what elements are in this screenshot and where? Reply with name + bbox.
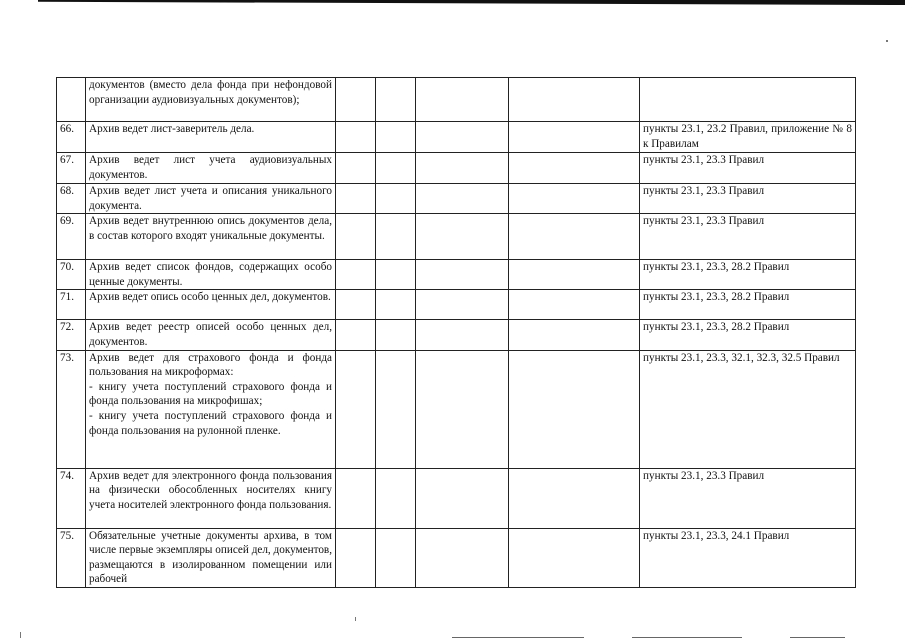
answer-cell — [416, 122, 509, 153]
row-number: 75. — [57, 528, 86, 587]
answer-cell — [509, 290, 640, 320]
answer-cell — [376, 214, 416, 260]
answer-cell — [336, 528, 376, 587]
scan-speck — [355, 617, 356, 621]
answer-cell — [509, 184, 640, 214]
requirement-text: Архив ведет опись особо ценных дел, документов. — [86, 290, 336, 320]
table-row — [57, 153, 856, 184]
table-row — [57, 260, 856, 290]
answer-cell — [509, 468, 640, 528]
answer-cell — [416, 153, 509, 184]
answer-cell — [376, 320, 416, 350]
requirement-text: Архив ведет лист-заверитель дела. — [86, 122, 336, 153]
table-row — [57, 350, 856, 468]
reference-text — [640, 78, 856, 122]
answer-cell — [336, 214, 376, 260]
answer-cell — [376, 528, 416, 587]
answer-cell — [336, 350, 376, 468]
answer-cell — [376, 78, 416, 122]
answer-cell — [509, 214, 640, 260]
answer-cell — [416, 290, 509, 320]
answer-cell — [509, 528, 640, 587]
row-number: 69. — [57, 214, 86, 260]
reference-text: пункты 23.1, 23.3, 32.1, 32.3, 32.5 Правил — [640, 350, 856, 468]
requirement-text: Архив ведет лист учета аудиовизуальных документов. — [86, 153, 336, 184]
row-number: 67. — [57, 153, 86, 184]
answer-cell — [376, 350, 416, 468]
answer-cell — [336, 290, 376, 320]
answer-cell — [376, 468, 416, 528]
table-row — [57, 122, 856, 153]
row-number: 72. — [57, 320, 86, 350]
row-number: 73. — [57, 350, 86, 468]
answer-cell — [336, 184, 376, 214]
answer-cell — [376, 153, 416, 184]
requirement-text: Архив ведет список фондов, содержащих особо ценные документы. — [86, 260, 336, 290]
scan-bottom-mark — [790, 637, 845, 638]
answer-cell — [509, 153, 640, 184]
scan-bottom-mark — [452, 637, 584, 638]
answer-cell — [509, 260, 640, 290]
answer-cell — [416, 320, 509, 350]
answer-cell — [336, 260, 376, 290]
requirement-text: Архив ведет для страхового фонда и фонда пользования на микроформах: - книгу учета поступлений страхового фонда и фонда пользования на микрофишах; - книгу учета поступлений страхового фонда и фонда пользования на рулонной пленке. — [86, 350, 336, 468]
answer-cell — [509, 78, 640, 122]
row-number: 66. — [57, 122, 86, 153]
answer-cell — [376, 122, 416, 153]
answer-cell — [416, 184, 509, 214]
answer-cell — [416, 214, 509, 260]
requirement-text: Архив ведет внутреннюю опись документов дела, в состав которого входят уникальные документы. — [86, 214, 336, 260]
answer-cell — [416, 468, 509, 528]
answer-cell — [336, 122, 376, 153]
table-row — [57, 468, 856, 528]
answer-cell — [336, 320, 376, 350]
table-row — [57, 78, 856, 122]
row-number: 71. — [57, 290, 86, 320]
requirement-text: документов (вместо дела фонда при нефондовой организации аудиовизуальных документов); — [86, 78, 336, 122]
table-row — [57, 528, 856, 587]
scan-bottom-mark — [632, 637, 742, 638]
requirement-text: Обязательные учетные документы архива, в том числе первые экземпляры описей дел, документов, размещаются в изолированном помещении или рабочей — [86, 528, 336, 587]
scan-speck — [886, 40, 888, 42]
answer-cell — [509, 320, 640, 350]
scan-speck — [20, 632, 21, 638]
answer-cell — [509, 122, 640, 153]
answer-cell — [376, 290, 416, 320]
scan-top-edge — [38, 0, 905, 5]
requirement-text: Архив ведет для электронного фонда пользования на физически обособленных носителях книгу учета носителей электронного фонда пользования. — [86, 468, 336, 528]
answer-cell — [376, 184, 416, 214]
row-number: 70. — [57, 260, 86, 290]
answer-cell — [416, 78, 509, 122]
table-row — [57, 320, 856, 350]
reference-text: пункты 23.1, 23.3 Правил — [640, 468, 856, 528]
reference-text: пункты 23.1, 23.3 Правил — [640, 153, 856, 184]
table-row — [57, 290, 856, 320]
answer-cell — [416, 528, 509, 587]
reference-text: пункты 23.1, 23.2 Правил, приложение № 8 к Правилам — [640, 122, 856, 153]
row-number — [57, 78, 86, 122]
requirements-table — [56, 77, 856, 588]
table-row — [57, 184, 856, 214]
reference-text: пункты 23.1, 23.3, 28.2 Правил — [640, 260, 856, 290]
answer-cell — [336, 153, 376, 184]
reference-text: пункты 23.1, 23.3, 24.1 Правил — [640, 528, 856, 587]
requirement-text: Архив ведет лист учета и описания уникального документа. — [86, 184, 336, 214]
answer-cell — [336, 78, 376, 122]
answer-cell — [416, 350, 509, 468]
row-number: 74. — [57, 468, 86, 528]
answer-cell — [509, 350, 640, 468]
table-row — [57, 214, 856, 260]
answer-cell — [416, 260, 509, 290]
row-number: 68. — [57, 184, 86, 214]
answer-cell — [376, 260, 416, 290]
reference-text: пункты 23.1, 23.3, 28.2 Правил — [640, 320, 856, 350]
requirement-text: Архив ведет реестр описей особо ценных дел, документов. — [86, 320, 336, 350]
reference-text: пункты 23.1, 23.3 Правил — [640, 214, 856, 260]
reference-text: пункты 23.1, 23.3 Правил — [640, 184, 856, 214]
reference-text: пункты 23.1, 23.3, 28.2 Правил — [640, 290, 856, 320]
answer-cell — [336, 468, 376, 528]
